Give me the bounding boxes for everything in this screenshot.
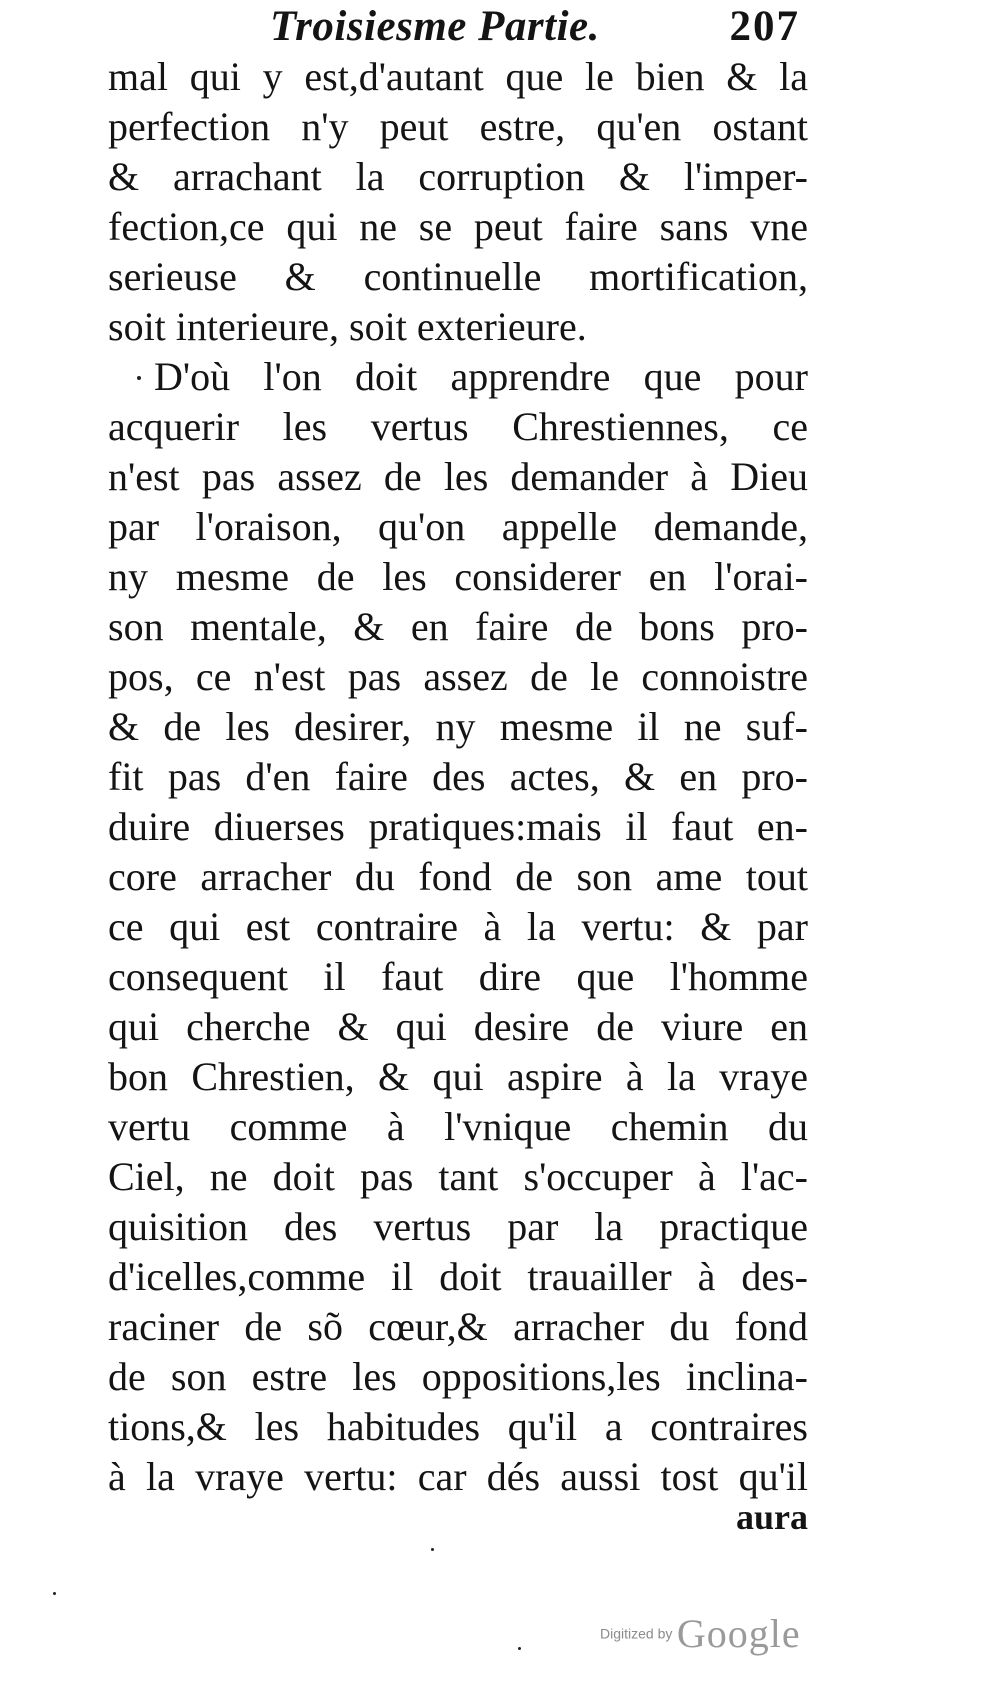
text-line-13: pos, ce n'est pas assez de le connoistre [108,654,808,699]
text-line-19: consequent il faut dire que l'homme [108,954,808,999]
text-line-25: d'icelles,comme il doit trauailler à des- [108,1254,808,1299]
text-line-7: D'où l'on doit apprendre que pour [154,354,808,399]
ink-speck [431,1548,434,1551]
ink-speck [518,1647,521,1650]
running-title: Troisiesme Partie. [270,3,600,50]
text-line-2: perfection n'y peut estre, qu'en ostant [108,104,808,149]
google-logo: Google [676,1611,801,1656]
text-line-6: soit interieure, soit exterieure. [108,304,587,349]
text-line-16: duire diuerses pratiques:mais il faut en- [108,804,808,849]
body-text [108,52,808,1502]
page-header [270,2,800,54]
catchword: aura [736,1497,808,1537]
page-number: 207 [729,3,800,50]
text-line-14: & de les desirer, ny mesme il ne suf- [108,704,808,749]
ink-speck [53,1592,56,1595]
text-line-3: & arrachant la corruption & l'imper- [108,154,808,199]
text-line-27: de son estre les oppositions,les inclina- [108,1354,808,1399]
text-line-5: serieuse & continuelle mortification, [108,254,808,299]
text-line-24: quisition des vertus par la practique [108,1204,808,1249]
ink-speck [137,376,141,380]
text-line-9: n'est pas assez de les demander à Dieu [108,454,808,499]
digitized-watermark [600,1610,801,1657]
text-line-15: fit pas d'en faire des actes, & en pro- [108,754,808,799]
text-line-4: fection,ce qui ne se peut faire sans vne [108,204,808,249]
text-line-10: par l'oraison, qu'on appelle demande, [108,504,808,549]
text-line-21: bon Chrestien, & qui aspire à la vraye [108,1054,808,1099]
text-line-1: mal qui y est,d'autant que le bien & la [108,54,808,99]
text-line-28: tions,& les habitudes qu'il a contraires [108,1404,808,1449]
text-line-11: ny mesme de les considerer en l'orai- [108,554,808,599]
text-line-26: raciner de sõ cœur,& arracher du fond [108,1304,808,1349]
text-line-29: à la vraye vertu: car dés aussi tost qu'il [108,1454,808,1499]
text-line-22: vertu comme à l'vnique chemin du [108,1104,808,1149]
text-line-23: Ciel, ne doit pas tant s'occuper à l'ac- [108,1154,808,1199]
text-line-8: acquerir les vertus Chrestiennes, ce [108,404,808,449]
digitized-label: Digitized by [600,1625,673,1642]
text-line-18: ce qui est contraire à la vertu: & par [108,904,808,949]
text-line-17: core arracher du fond de son ame tout [108,854,808,899]
text-line-12: son mentale, & en faire de bons pro- [108,604,808,649]
text-line-20: qui cherche & qui desire de viure en [108,1004,808,1049]
